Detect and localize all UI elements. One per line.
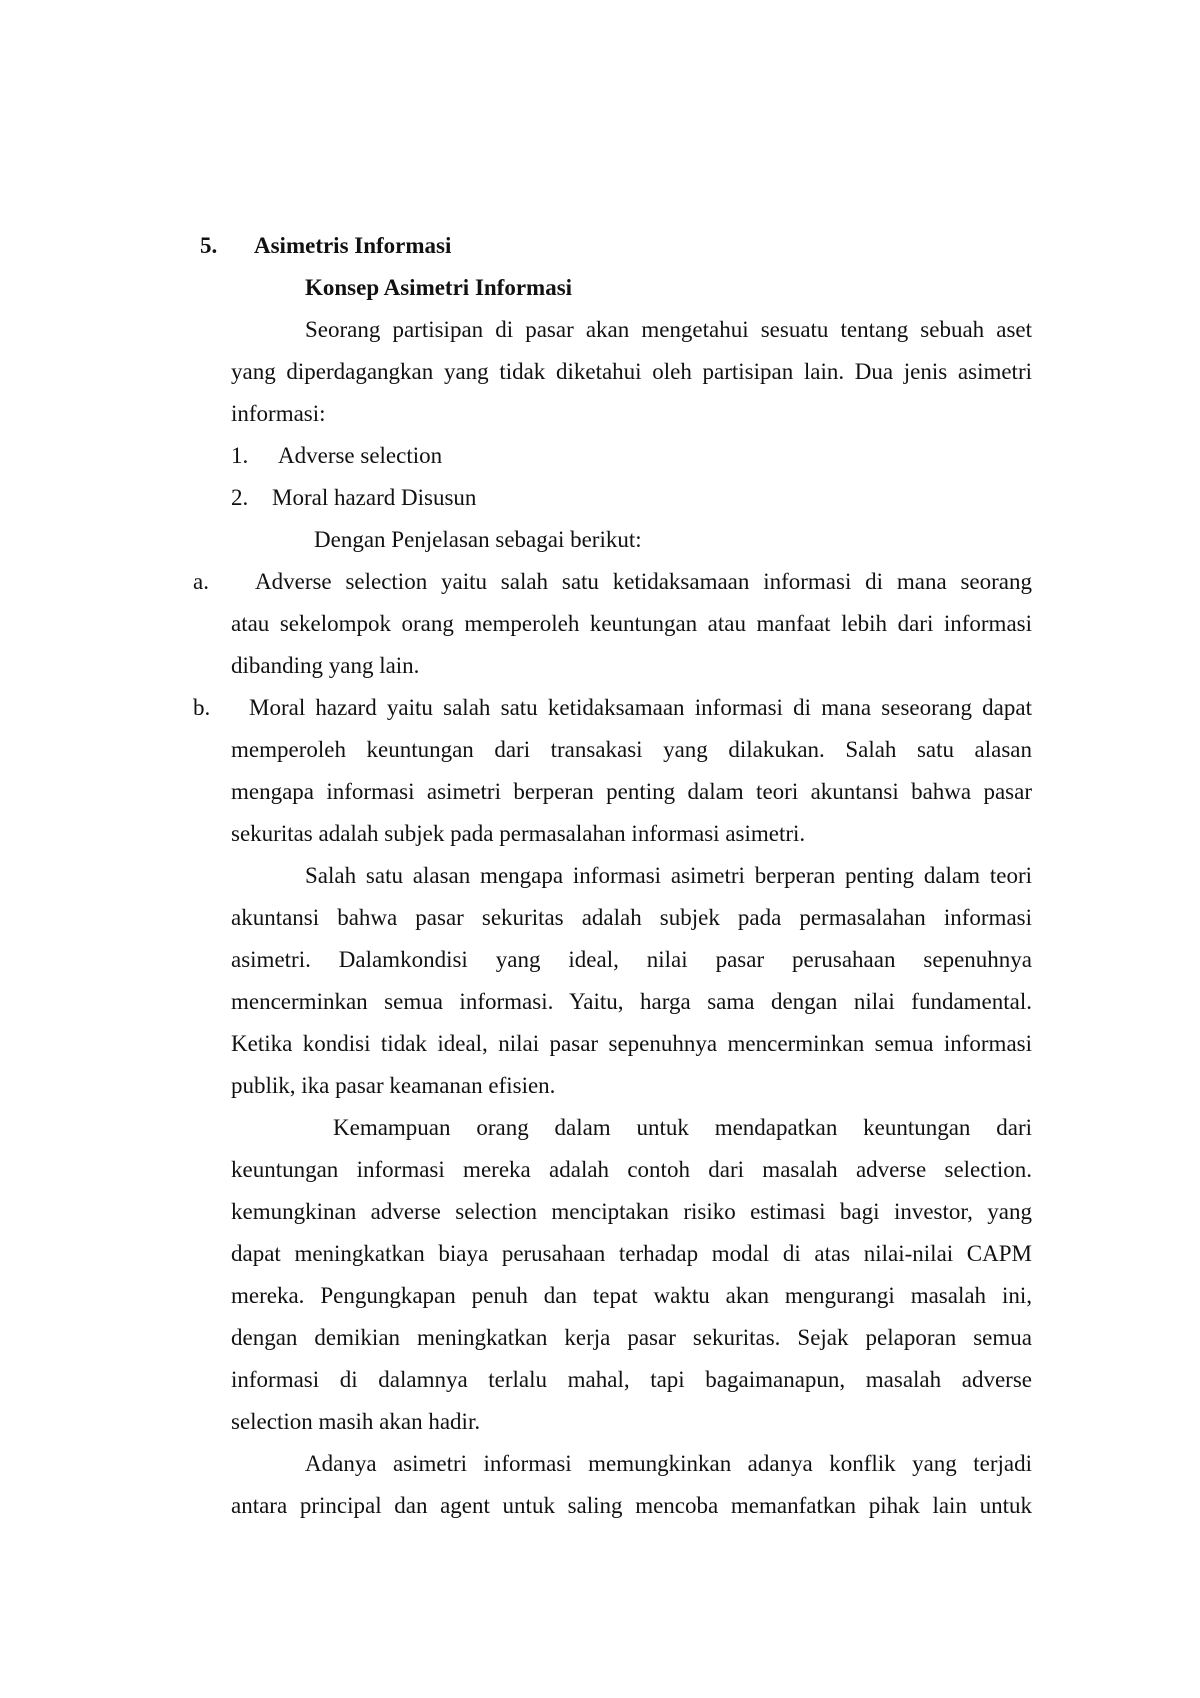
paragraph-line: asimetri. Dalamkondisi yang ideal, nilai pasar perusahaan sepenuhnya bbox=[231, 947, 1032, 972]
list-number: 2. bbox=[231, 485, 249, 510]
intro-line: yang diperdagangkan yang tidak diketahui oleh partisipan lain. Dua jenis asimetri bbox=[231, 359, 1032, 384]
intro-line: Seorang partisipan di pasar akan mengetahui sesuatu tentang sebuah aset bbox=[305, 317, 1032, 342]
explanation-intro: Dengan Penjelasan sebagai berikut: bbox=[314, 527, 642, 552]
list-item: Moral hazard Disusun bbox=[272, 485, 477, 510]
paragraph-line: informasi di dalamnya terlalu mahal, tapi bagaimanapun, masalah adverse bbox=[231, 1367, 1032, 1392]
list-item-line: sekuritas adalah subjek pada permasalahan informasi asimetri. bbox=[231, 821, 806, 846]
list-number: 1. bbox=[231, 443, 249, 468]
paragraph-line: mereka. Pengungkapan penuh dan tepat waktu akan mengurangi masalah ini, bbox=[231, 1283, 1032, 1308]
list-item-line: atau sekelompok orang memperoleh keuntungan atau manfaat lebih dari informasi bbox=[231, 611, 1032, 636]
paragraph-line: Ketika kondisi tidak ideal, nilai pasar sepenuhnya mencerminkan semua informasi bbox=[231, 1031, 1032, 1056]
list-letter: b. bbox=[193, 695, 211, 720]
paragraph-line: selection masih akan hadir. bbox=[231, 1409, 481, 1434]
list-item-line: Moral hazard yaitu salah satu ketidaksamaan informasi di mana seseorang dapat bbox=[249, 695, 1032, 720]
paragraph-line: Salah satu alasan mengapa informasi asimetri berperan penting dalam teori bbox=[305, 863, 1032, 888]
list-item-line: mengapa informasi asimetri berperan penting dalam teori akuntansi bahwa pasar bbox=[231, 779, 1032, 804]
intro-line: informasi: bbox=[231, 401, 326, 426]
list-item-line: dibanding yang lain. bbox=[231, 653, 420, 678]
paragraph-line: dapat meningkatkan biaya perusahaan terhadap modal di atas nilai-nilai CAPM bbox=[231, 1241, 1032, 1266]
paragraph-line: mencerminkan semua informasi. Yaitu, harga sama dengan nilai fundamental. bbox=[231, 989, 1032, 1014]
list-item-line: memperoleh keuntungan dari transakasi yang dilakukan. Salah satu alasan bbox=[231, 737, 1032, 762]
paragraph-line: Kemampuan orang dalam untuk mendapatkan keuntungan dari bbox=[333, 1115, 1032, 1140]
paragraph-line: akuntansi bahwa pasar sekuritas adalah subjek pada permasalahan informasi bbox=[231, 905, 1032, 930]
paragraph-line: publik, ika pasar keamanan efisien. bbox=[231, 1073, 556, 1098]
list-letter: a. bbox=[193, 569, 209, 594]
list-item-line: Adverse selection yaitu salah satu ketidaksamaan informasi di mana seorang bbox=[255, 569, 1032, 594]
section-subtitle: Konsep Asimetri Informasi bbox=[305, 275, 573, 300]
paragraph-line: dengan demikian meningkatkan kerja pasar sekuritas. Sejak pelaporan semua bbox=[231, 1325, 1032, 1350]
paragraph-line: keuntungan informasi mereka adalah contoh dari masalah adverse selection. bbox=[231, 1157, 1032, 1182]
list-item: Adverse selection bbox=[278, 443, 443, 468]
paragraph-line: Adanya asimetri informasi memungkinkan adanya konflik yang terjadi bbox=[305, 1451, 1032, 1476]
section-title: Asimetris Informasi bbox=[254, 233, 452, 258]
paragraph-line: kemungkinan adverse selection menciptakan risiko estimasi bagi investor, yang bbox=[231, 1199, 1032, 1224]
paragraph-line: antara principal dan agent untuk saling mencoba memanfatkan pihak lain untuk bbox=[231, 1493, 1032, 1518]
section-number: 5. bbox=[200, 233, 218, 258]
